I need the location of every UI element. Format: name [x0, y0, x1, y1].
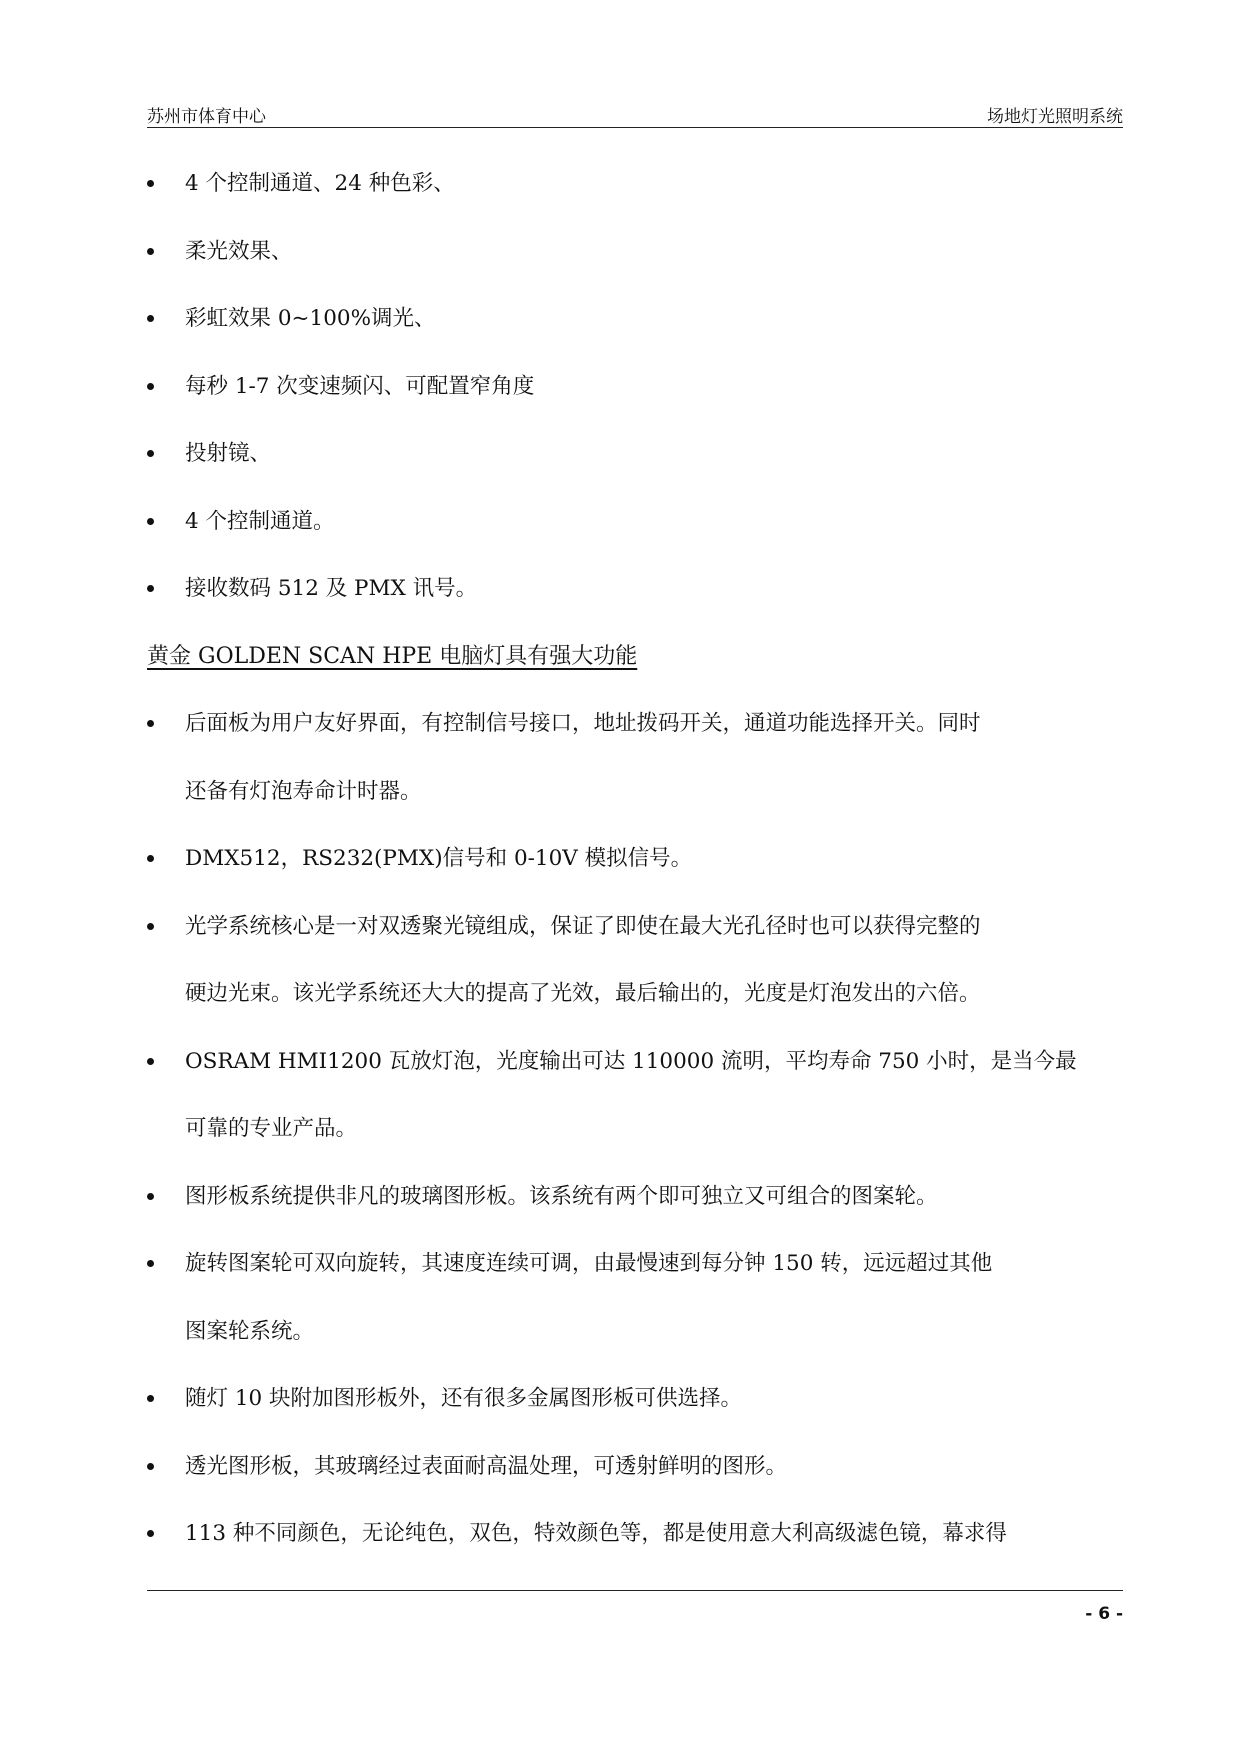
bullet-icon	[147, 1463, 154, 1470]
list-item-text: 接收数码 512 及 PMX 讯号。	[185, 576, 478, 601]
header-right-title: 场地灯光照明系统	[987, 107, 1123, 127]
list-item-text-line-1: 随灯 10 块附加图形板外，还有很多金属图形板可供选择。	[185, 1386, 743, 1411]
list-item-text-line-1: 图形板系统提供非凡的玻璃图形板。该系统有两个即可独立又可组合的图案轮。	[185, 1183, 938, 1209]
bullet-icon	[147, 315, 154, 322]
page-number: - 6 -	[1085, 1604, 1123, 1624]
list-item	[147, 218, 1123, 286]
bullet-icon	[147, 585, 154, 592]
list-item	[147, 1163, 1123, 1231]
list-item	[147, 1500, 1123, 1568]
list-item	[147, 1433, 1123, 1501]
list-item	[147, 353, 1123, 421]
bullet-icon	[147, 180, 154, 187]
footer-divider	[147, 1590, 1123, 1591]
bullet-icon	[147, 383, 154, 390]
bullet-icon	[147, 450, 154, 457]
header-left-title: 苏州市体育中心	[147, 107, 266, 127]
list-item-text: 彩虹效果 0~100%调光、	[185, 306, 436, 331]
list-item-text-line-2: 硬边光束。该光学系统还大大的提高了光效，最后输出的，光度是灯泡发出的六倍。	[185, 981, 981, 1006]
list-item	[147, 825, 1123, 893]
list-item-text-line-2: 还备有灯泡寿命计时器。	[185, 778, 422, 804]
list-item-text-line-1: 旋转图案轮可双向旋转，其速度连续可调，由最慢速到每分钟 150 转，远远超过其他	[185, 1251, 993, 1276]
list-item-text-line-1: OSRAM HMI1200 瓦放灯泡，光度输出可达 110000 流明，平均寿命 750 小时，是当今最	[185, 1048, 1077, 1074]
list-item-text-line-2: 图案轮系统。	[185, 1318, 315, 1344]
bullet-icon	[147, 1530, 154, 1537]
list-item	[147, 488, 1123, 556]
bullet-icon	[147, 1193, 154, 1200]
page-header	[147, 98, 1123, 128]
list-item	[147, 690, 1123, 825]
list-item-text: 4 个控制通道。	[185, 508, 335, 534]
bullet-icon	[147, 1260, 154, 1267]
bullet-icon	[147, 518, 154, 525]
bullet-icon	[147, 248, 154, 255]
list-item-text: 4 个控制通道、24 种色彩、	[185, 171, 455, 196]
list-item-text-line-1: 光学系统核心是一对双透聚光镜组成，保证了即使在最大光孔径时也可以获得完整的	[185, 913, 981, 939]
bullet-icon	[147, 923, 154, 930]
list-item-text-line-1: 透光图形板，其玻璃经过表面耐高温处理，可透射鲜明的图形。	[185, 1453, 788, 1479]
list-item	[147, 1365, 1123, 1433]
page-content	[147, 150, 1123, 1568]
list-item	[147, 555, 1123, 623]
list-item	[147, 285, 1123, 353]
list-item	[147, 150, 1123, 218]
bullet-icon	[147, 1058, 154, 1065]
header-divider	[147, 127, 1123, 128]
section-heading: 黄金 GOLDEN SCAN HPE 电脑灯具有强大功能	[147, 643, 638, 669]
list-item-text-line-1: DMX512，RS232(PMX)信号和 0-10V 模拟信号。	[185, 846, 693, 871]
list-item-text-line-1: 113 种不同颜色，无论纯色，双色，特效颜色等，都是使用意大利高级滤色镜，幕求得	[185, 1521, 1007, 1546]
list-item	[147, 1230, 1123, 1365]
bullet-icon	[147, 855, 154, 862]
list-item	[147, 1028, 1123, 1163]
list-item-text: 每秒 1-7 次变速频闪、可配置窄角度	[185, 373, 535, 399]
bullet-icon	[147, 720, 154, 727]
list-item-text: 投射镜、	[185, 441, 272, 466]
list-item-text-line-2: 可靠的专业产品。	[185, 1116, 358, 1141]
list-item-text: 柔光效果、	[185, 238, 293, 264]
bullet-icon	[147, 1395, 154, 1402]
list-item-text-line-1: 后面板为用户友好界面，有控制信号接口，地址拨码开关，通道功能选择开关。同时	[185, 711, 981, 736]
list-item	[147, 893, 1123, 1028]
list-item	[147, 420, 1123, 488]
